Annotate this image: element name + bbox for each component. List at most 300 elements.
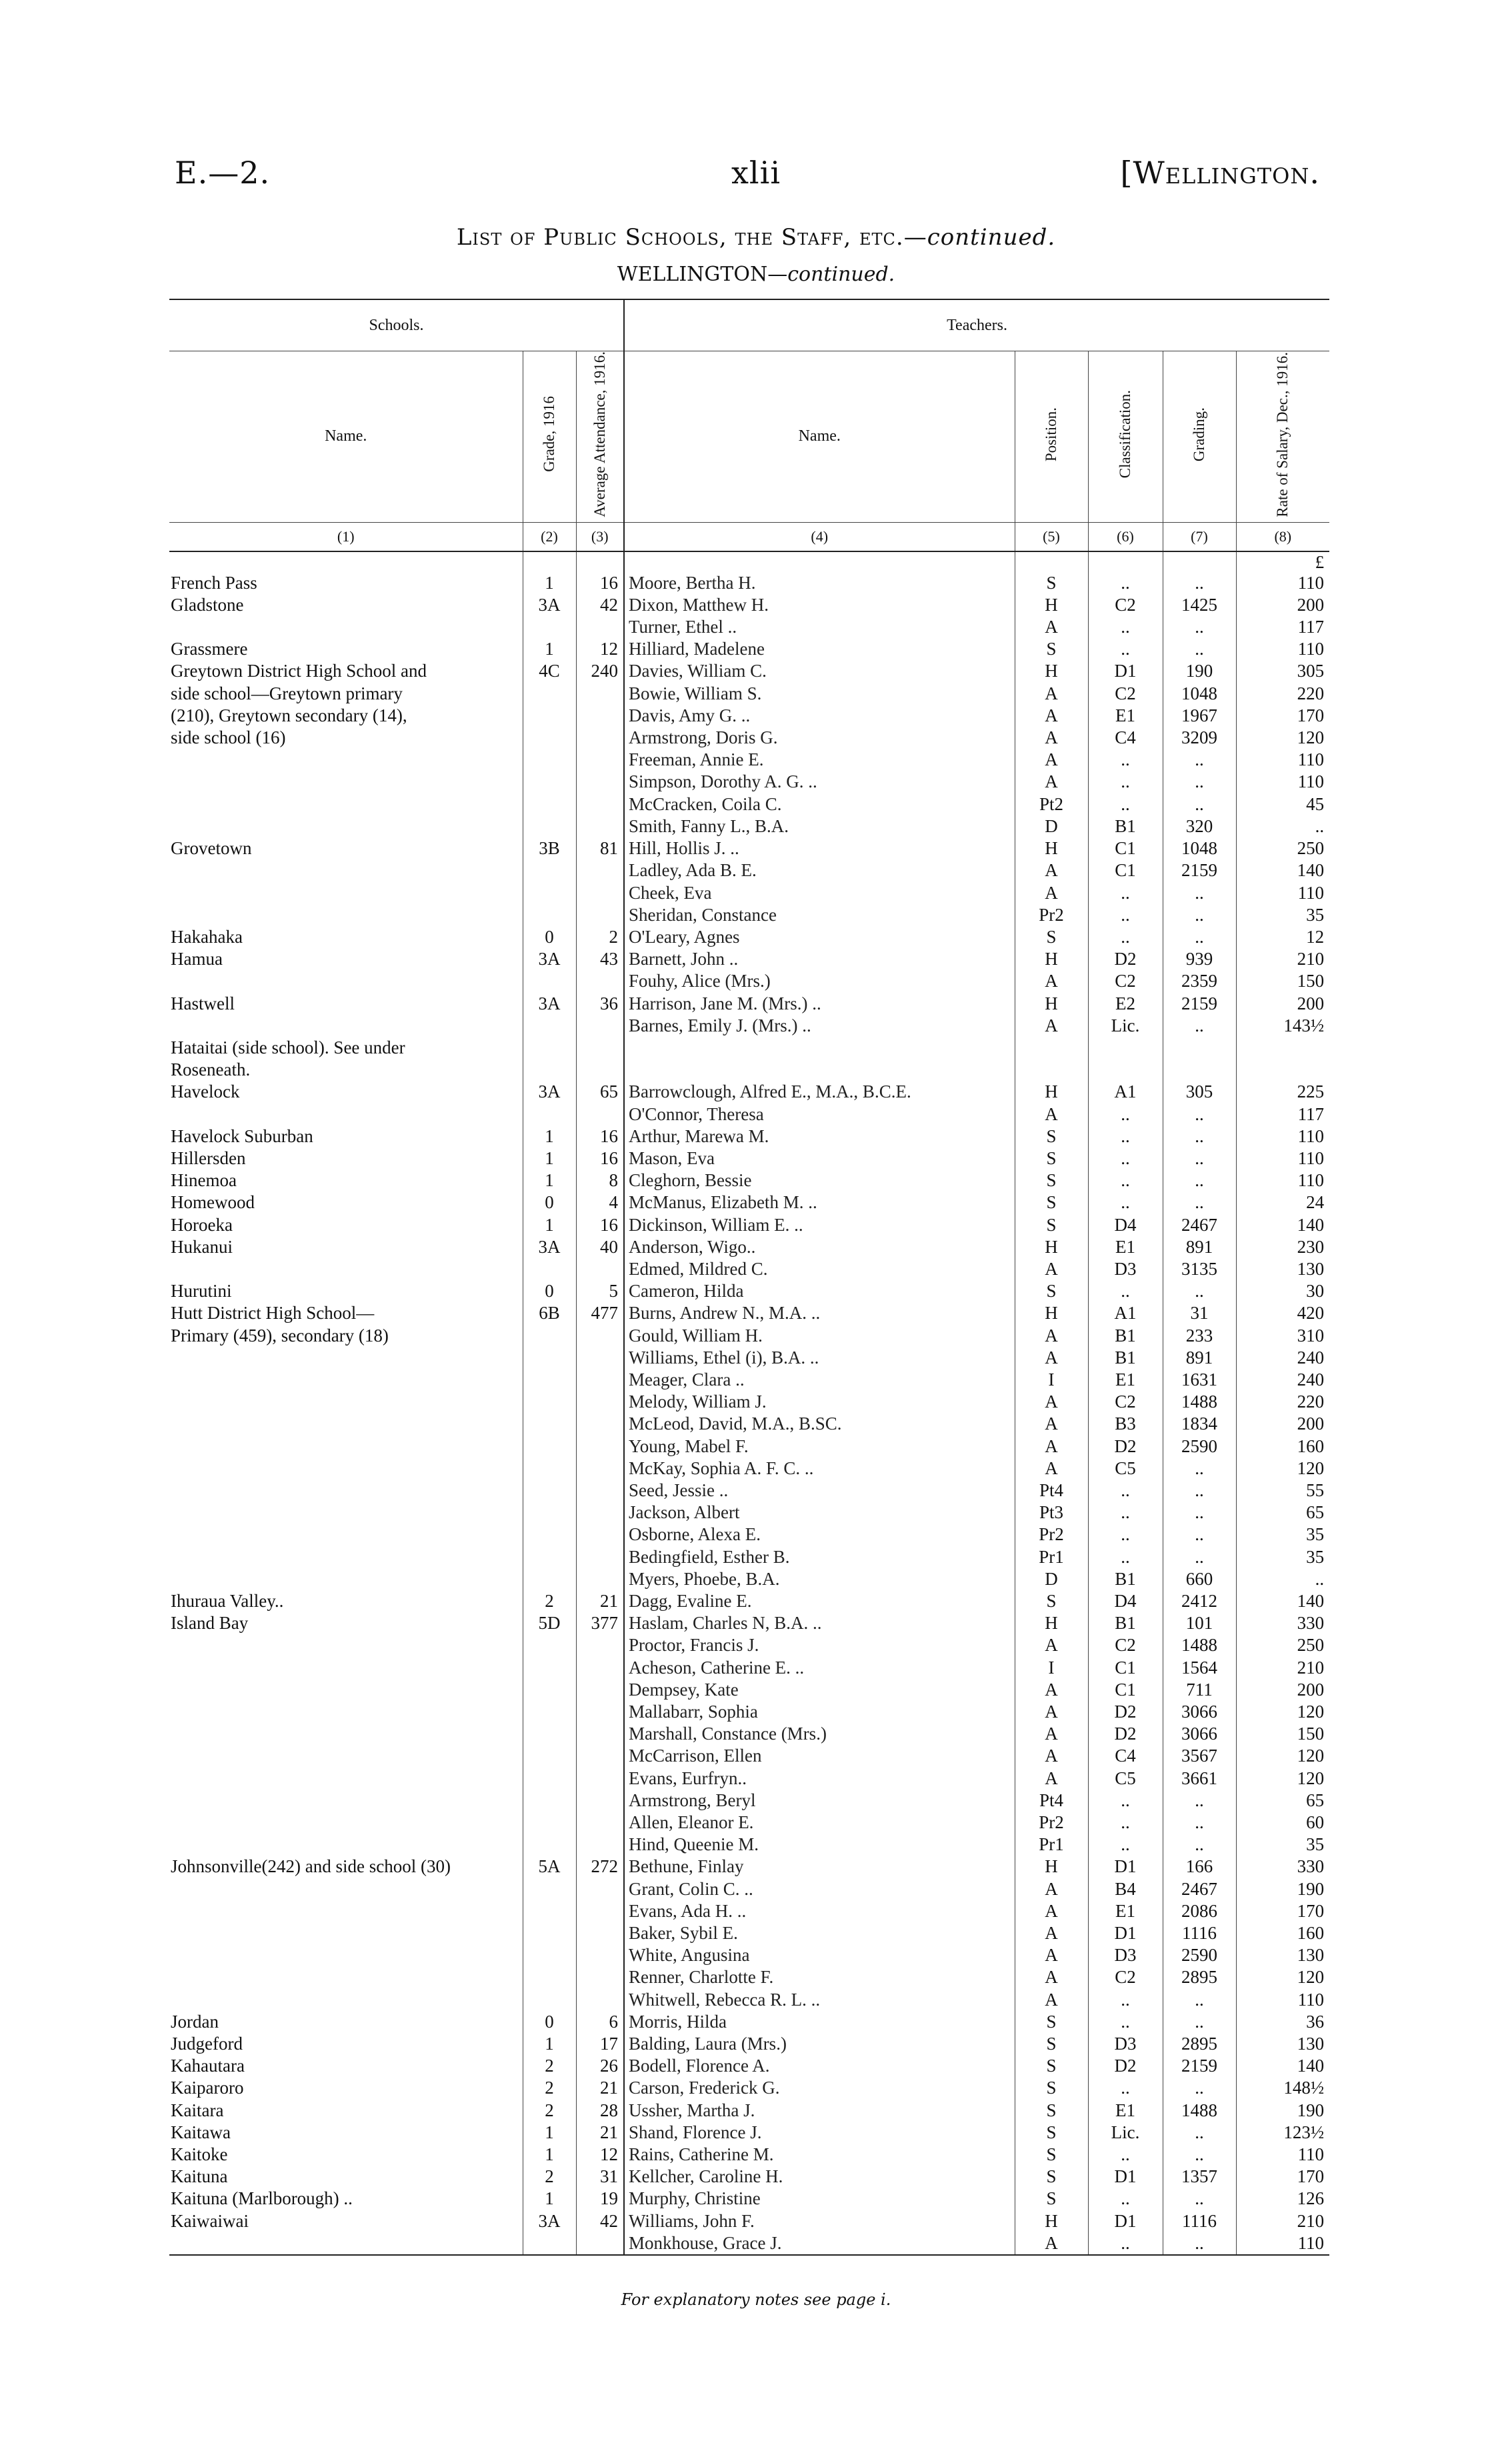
- grading-cell: 1967: [1163, 705, 1236, 727]
- table-row: [169, 660, 1329, 682]
- salary-cell: 330: [1236, 1856, 1329, 1878]
- classification-cell: B1: [1088, 1347, 1163, 1369]
- grade-cell: [523, 859, 576, 881]
- grading-cell: 1488: [1163, 2100, 1236, 2122]
- attendance-cell: 21: [576, 1590, 624, 1612]
- grade-cell: [523, 1369, 576, 1391]
- attendance-cell: [576, 815, 624, 837]
- salary-cell: 200: [1236, 594, 1329, 616]
- school-name-cell: Kaitoke: [171, 2144, 228, 2165]
- grading-cell: 166: [1163, 1856, 1236, 1878]
- table-row: [169, 683, 1329, 705]
- grade-cell: [523, 749, 576, 771]
- school-name-cell: [169, 1413, 523, 1435]
- attendance-cell: 12: [576, 2144, 624, 2166]
- school-name-cell: French Pass: [171, 572, 257, 593]
- salary-cell: 240: [1236, 1369, 1329, 1391]
- classification-cell: ..: [1088, 793, 1163, 815]
- attendance-cell: 477: [576, 1302, 624, 1324]
- school-name-cell: [169, 1944, 523, 1966]
- grading-cell: 2590: [1163, 1944, 1236, 1966]
- teacher-name-cell: Armstrong, Beryl: [629, 1790, 756, 1810]
- school-name-cell: [169, 1546, 523, 1568]
- attendance-cell: [576, 1502, 624, 1524]
- school-name-cell: Hurutini: [171, 1281, 232, 1302]
- attendance-cell: 4: [576, 1191, 624, 1213]
- table-row: [169, 1900, 1329, 1922]
- classification-cell: Lic.: [1088, 2122, 1163, 2144]
- grade-cell: [523, 1922, 576, 1944]
- teacher-name-cell: White, Angusina: [629, 1945, 750, 1966]
- position-cell: A: [1015, 882, 1088, 904]
- school-name-cell: [169, 1258, 523, 1280]
- table-row: [169, 1413, 1329, 1435]
- subtitle-main: WELLINGTON—: [617, 263, 788, 286]
- teacher-name-cell: Grant, Colin C. ..: [629, 1878, 753, 1899]
- school-name-cell: [169, 1524, 523, 1546]
- salary-cell: 310: [1236, 1325, 1329, 1347]
- schools-group-header: Schools.: [169, 299, 624, 351]
- salary-cell: 130: [1236, 1258, 1329, 1280]
- grading-cell: 1631: [1163, 1369, 1236, 1391]
- table-row: [169, 1258, 1329, 1280]
- classification-cell: C2: [1088, 1391, 1163, 1413]
- teacher-name-cell: Bethune, Finlay: [629, 1856, 744, 1877]
- classification-cell: ..: [1088, 1812, 1163, 1834]
- grading-cell: ..: [1163, 1812, 1236, 1834]
- table-row: [169, 1679, 1329, 1701]
- position-header-label: Position.: [1042, 407, 1059, 461]
- teacher-name-cell: Proctor, Francis J.: [629, 1635, 759, 1656]
- classification-cell: [1088, 1037, 1163, 1059]
- salary-cell: 250: [1236, 1634, 1329, 1656]
- salary-cell: 160: [1236, 1922, 1329, 1944]
- position-cell: Pt2: [1015, 793, 1088, 815]
- attendance-cell: 12: [576, 638, 624, 660]
- position-cell: H: [1015, 1236, 1088, 1258]
- grade-cell: [523, 882, 576, 904]
- attendance-cell: 17: [576, 2033, 624, 2055]
- grade-cell: 4C: [523, 660, 576, 682]
- salary-cell: 150: [1236, 1723, 1329, 1745]
- grade-cell: 3A: [523, 1236, 576, 1258]
- grading-cell: 891: [1163, 1236, 1236, 1258]
- school-name-cell: [169, 1568, 523, 1590]
- attendance-cell: [576, 1834, 624, 1856]
- grading-cell: ..: [1163, 1169, 1236, 1191]
- school-name-cell: [169, 1015, 523, 1037]
- classification-cell: ..: [1088, 2232, 1163, 2255]
- table-row: [169, 2210, 1329, 2232]
- classification-cell: ..: [1088, 1280, 1163, 1302]
- attendance-cell: [576, 1922, 624, 1944]
- classification-cell: ..: [1088, 1834, 1163, 1856]
- salary-cell: 110: [1236, 749, 1329, 771]
- attendance-cell: [576, 1745, 624, 1767]
- grading-cell: 1116: [1163, 1922, 1236, 1944]
- teacher-name-cell: Sheridan, Constance: [629, 904, 777, 925]
- table-row: [169, 970, 1329, 992]
- teacher-name-cell: Shand, Florence J.: [629, 2122, 762, 2142]
- classification-cell: B1: [1088, 1568, 1163, 1590]
- position-cell: A: [1015, 1015, 1088, 1037]
- table-row: [169, 1546, 1329, 1568]
- teacher-name-cell: Kellcher, Caroline H.: [629, 2166, 783, 2187]
- school-name-cell: Hinemoa: [171, 1170, 237, 1191]
- attendance-header-label: Average Attendance, 1916.: [591, 351, 608, 517]
- classification-cell: D2: [1088, 2055, 1163, 2077]
- teacher-name-cell: Harrison, Jane M. (Mrs.) ..: [629, 993, 821, 1013]
- teacher-name-cell: Haslam, Charles N, B.A. ..: [629, 1613, 822, 1634]
- grading-cell: ..: [1163, 926, 1236, 948]
- grading-cell: 1425: [1163, 594, 1236, 616]
- grade-cell: [523, 683, 576, 705]
- attendance-cell: [576, 616, 624, 638]
- currency-symbol: £: [1236, 551, 1329, 572]
- school-name-cell: [169, 1834, 523, 1856]
- teacher-name-cell: Meager, Clara ..: [629, 1369, 745, 1390]
- table-row: [169, 1480, 1329, 1502]
- table-row: [169, 2055, 1329, 2077]
- classification-cell: ..: [1088, 1546, 1163, 1568]
- school-name-cell: [169, 1922, 523, 1944]
- grading-cell: 3209: [1163, 727, 1236, 749]
- title-continued: continued.: [927, 224, 1056, 251]
- salary-cell: 110: [1236, 1169, 1329, 1191]
- grading-cell: ..: [1163, 1458, 1236, 1480]
- table-row: [169, 1922, 1329, 1944]
- classification-cell: ..: [1088, 1147, 1163, 1169]
- school-name-cell: Kaiwaiwai: [171, 2210, 249, 2231]
- table-row: [169, 1325, 1329, 1347]
- grading-cell: 101: [1163, 1612, 1236, 1634]
- school-name-cell: [169, 1723, 523, 1745]
- salary-cell: 110: [1236, 882, 1329, 904]
- grade-cell: [523, 1900, 576, 1922]
- salary-cell: 117: [1236, 616, 1329, 638]
- position-cell: I: [1015, 1369, 1088, 1391]
- salary-cell: 140: [1236, 1214, 1329, 1236]
- school-name-cell: [169, 1812, 523, 1834]
- teacher-name-cell: Young, Mabel F.: [629, 1436, 749, 1456]
- teacher-name-cell: Gould, William H.: [629, 1325, 763, 1346]
- classification-cell: B1: [1088, 815, 1163, 837]
- position-cell: A: [1015, 1634, 1088, 1656]
- position-cell: A: [1015, 1701, 1088, 1723]
- position-cell: S: [1015, 2122, 1088, 2144]
- attendance-cell: [576, 683, 624, 705]
- grade-cell: 1: [523, 2188, 576, 2210]
- teacher-name-cell: Mason, Eva: [629, 1147, 715, 1168]
- position-cell: Pt4: [1015, 1480, 1088, 1502]
- position-cell: S: [1015, 2188, 1088, 2210]
- grading-cell: ..: [1163, 1280, 1236, 1302]
- position-cell: H: [1015, 1302, 1088, 1324]
- school-name-cell: [169, 771, 523, 793]
- grade-cell: [523, 1325, 576, 1347]
- school-name-cell: [169, 1347, 523, 1369]
- school-name-cell: [169, 859, 523, 881]
- grade-cell: [523, 1679, 576, 1701]
- classification-cell: [1088, 1059, 1163, 1081]
- position-cell: S: [1015, 2011, 1088, 2033]
- grading-cell: 305: [1163, 1081, 1236, 1103]
- position-cell: H: [1015, 948, 1088, 970]
- classification-cell: ..: [1088, 882, 1163, 904]
- salary-cell: [1236, 1059, 1329, 1081]
- teacher-name-cell: Whitwell, Rebecca R. L. ..: [629, 1989, 821, 2010]
- attendance-cell: 28: [576, 2100, 624, 2122]
- table-row: [169, 1878, 1329, 1900]
- grading-cell: ..: [1163, 1125, 1236, 1147]
- school-name-cell: Hutt District High School—: [171, 1303, 375, 1324]
- attendance-cell: 272: [576, 1856, 624, 1878]
- grade-cell: [523, 1768, 576, 1790]
- grade-cell: [523, 1812, 576, 1834]
- school-name-cell: Jordan: [171, 2011, 219, 2032]
- position-cell: A: [1015, 1413, 1088, 1435]
- grade-cell: [523, 1834, 576, 1856]
- grade-cell: [523, 1701, 576, 1723]
- school-name-cell: Kaituna (Marlborough) ..: [171, 2188, 353, 2209]
- grade-cell: 1: [523, 2144, 576, 2166]
- table-row: [169, 1745, 1329, 1767]
- grade-cell: [523, 1657, 576, 1679]
- table-row: [169, 1369, 1329, 1391]
- salary-cell: 110: [1236, 1147, 1329, 1169]
- grading-cell: ..: [1163, 1015, 1236, 1037]
- school-name-cell: [169, 1502, 523, 1524]
- attendance-cell: 21: [576, 2122, 624, 2144]
- salary-cell: 210: [1236, 1657, 1329, 1679]
- table-row: [169, 1169, 1329, 1191]
- teacher-name-cell: Moore, Bertha H.: [629, 572, 756, 593]
- grade-cell: [523, 1944, 576, 1966]
- teacher-name-cell: Armstrong, Doris G.: [629, 727, 778, 748]
- grade-cell: 2: [523, 1590, 576, 1612]
- grading-cell: ..: [1163, 1191, 1236, 1213]
- salary-cell: 170: [1236, 2166, 1329, 2188]
- school-name-cell: [169, 1480, 523, 1502]
- school-name-cell: Homewood: [171, 1192, 255, 1213]
- table-row: [169, 638, 1329, 660]
- school-name-cell: Judgeford: [171, 2034, 243, 2054]
- salary-cell: 120: [1236, 1745, 1329, 1767]
- grading-cell: 3066: [1163, 1723, 1236, 1745]
- school-name-cell: [169, 970, 523, 992]
- grading-cell: 190: [1163, 660, 1236, 682]
- position-cell: A: [1015, 1458, 1088, 1480]
- grading-cell: 233: [1163, 1325, 1236, 1347]
- salary-cell: 240: [1236, 1347, 1329, 1369]
- salary-cell: 120: [1236, 1701, 1329, 1723]
- school-name-cell: [169, 1745, 523, 1767]
- page-code: E.—2.: [175, 155, 271, 191]
- grading-cell: ..: [1163, 2122, 1236, 2144]
- attendance-cell: [576, 705, 624, 727]
- attendance-cell: [576, 1634, 624, 1656]
- grade-cell: [523, 1103, 576, 1125]
- teacher-name-cell: Osborne, Alexa E.: [629, 1524, 761, 1545]
- classification-cell: A1: [1088, 1302, 1163, 1324]
- grade-cell: 0: [523, 2011, 576, 2033]
- classification-cell: B4: [1088, 1878, 1163, 1900]
- teacher-name-cell: Barnes, Emily J. (Mrs.) ..: [629, 1015, 811, 1035]
- grade-cell: 2: [523, 2100, 576, 2122]
- grade-cell: 3A: [523, 948, 576, 970]
- table-row: [169, 1634, 1329, 1656]
- classification-cell: C1: [1088, 837, 1163, 859]
- position-cell: S: [1015, 2077, 1088, 2099]
- table-row: [169, 1059, 1329, 1081]
- position-cell: A: [1015, 1258, 1088, 1280]
- classification-cell: A1: [1088, 1081, 1163, 1103]
- table-row: [169, 1037, 1329, 1059]
- salary-cell: 55: [1236, 1480, 1329, 1502]
- classification-cell: B3: [1088, 1413, 1163, 1435]
- grade-cell: 5D: [523, 1612, 576, 1634]
- grade-cell: 1: [523, 2033, 576, 2055]
- school-name-cell: [169, 1900, 523, 1922]
- attendance-cell: [576, 1015, 624, 1037]
- classification-cell: ..: [1088, 2077, 1163, 2099]
- salary-cell: 120: [1236, 1458, 1329, 1480]
- table-row: [169, 771, 1329, 793]
- salary-cell: 110: [1236, 771, 1329, 793]
- grading-cell: 711: [1163, 1679, 1236, 1701]
- grading-cell: 2895: [1163, 1966, 1236, 1988]
- salary-cell: 130: [1236, 2033, 1329, 2055]
- salary-cell: 130: [1236, 1944, 1329, 1966]
- table-row: [169, 1856, 1329, 1878]
- school-name-cell: [169, 1369, 523, 1391]
- salary-cell: 110: [1236, 638, 1329, 660]
- position-cell: A: [1015, 2232, 1088, 2255]
- classification-cell: D4: [1088, 1590, 1163, 1612]
- position-cell: Pr1: [1015, 1546, 1088, 1568]
- school-name-cell: [169, 904, 523, 926]
- classification-cell: E1: [1088, 1236, 1163, 1258]
- salary-cell: 170: [1236, 1900, 1329, 1922]
- position-cell: A: [1015, 859, 1088, 881]
- position-cell: A: [1015, 1944, 1088, 1966]
- salary-cell: ..: [1236, 1568, 1329, 1590]
- attendance-cell: [576, 771, 624, 793]
- teacher-name-cell: Arthur, Marewa M.: [629, 1125, 769, 1146]
- attendance-cell: [576, 1768, 624, 1790]
- school-name-cell: [169, 1436, 523, 1458]
- position-cell: A: [1015, 1745, 1088, 1767]
- school-name-cell: [169, 1878, 523, 1900]
- teacher-name-cell: McLeod, David, M.A., B.SC.: [629, 1414, 842, 1434]
- attendance-cell: [576, 1790, 624, 1812]
- classification-cell: C5: [1088, 1768, 1163, 1790]
- position-cell: S: [1015, 572, 1088, 594]
- salary-cell: 220: [1236, 1391, 1329, 1413]
- grade-cell: [523, 793, 576, 815]
- attendance-cell: [576, 1701, 624, 1723]
- school-name-cell: Havelock: [171, 1081, 240, 1102]
- teacher-name-cell: Jackson, Albert: [629, 1502, 740, 1523]
- teacher-name-cell: Ussher, Martha J.: [629, 2100, 755, 2120]
- grade-cell: [523, 1436, 576, 1458]
- salary-cell: 35: [1236, 1546, 1329, 1568]
- salary-cell: 190: [1236, 2100, 1329, 2122]
- salary-cell: 220: [1236, 683, 1329, 705]
- attendance-cell: 377: [576, 1612, 624, 1634]
- grading-cell: 2895: [1163, 2033, 1236, 2055]
- classification-cell: ..: [1088, 904, 1163, 926]
- table-row: [169, 1436, 1329, 1458]
- col-number-8: (8): [1236, 522, 1329, 551]
- teacher-name-cell: Turner, Ethel ..: [629, 617, 737, 637]
- grading-cell: 939: [1163, 948, 1236, 970]
- teacher-name-cell: Evans, Ada H. ..: [629, 1900, 747, 1921]
- teacher-name-cell: Evans, Eurfryn..: [629, 1768, 747, 1788]
- teacher-name-cell: Allen, Eleanor E.: [629, 1812, 754, 1833]
- classification-cell: E1: [1088, 1369, 1163, 1391]
- attendance-cell: [576, 1413, 624, 1435]
- running-head: [Wellington.: [1120, 155, 1320, 191]
- school-name-cell: Hamua: [171, 949, 223, 969]
- grading-cell: 891: [1163, 1347, 1236, 1369]
- attendance-cell: 31: [576, 2166, 624, 2188]
- grading-cell: [1163, 1037, 1236, 1059]
- position-cell: A: [1015, 616, 1088, 638]
- grading-cell: 3135: [1163, 1258, 1236, 1280]
- salary-cell: 170: [1236, 705, 1329, 727]
- col-number-1: (1): [169, 522, 523, 551]
- grade-cell: [523, 727, 576, 749]
- position-cell: Pr2: [1015, 1812, 1088, 1834]
- position-cell: S: [1015, 2144, 1088, 2166]
- classification-cell: C4: [1088, 727, 1163, 749]
- teacher-name-cell: Morris, Hilda: [629, 2011, 727, 2032]
- school-name-cell: [169, 1768, 523, 1790]
- teacher-name-cell: Dempsey, Kate: [629, 1679, 739, 1700]
- position-cell: H: [1015, 2210, 1088, 2232]
- attendance-cell: [576, 1258, 624, 1280]
- attendance-cell: 5: [576, 1280, 624, 1302]
- grading-cell: ..: [1163, 1480, 1236, 1502]
- salary-cell: 35: [1236, 1834, 1329, 1856]
- grade-cell: 1: [523, 1214, 576, 1236]
- attendance-cell: 6: [576, 2011, 624, 2033]
- grade-cell: [523, 1878, 576, 1900]
- table-row: [169, 1768, 1329, 1790]
- school-name-cell: [169, 616, 523, 638]
- position-header: [1015, 351, 1088, 523]
- grading-cell: ..: [1163, 1147, 1236, 1169]
- school-name-cell: Johnsonville(242) and side school (30): [171, 1856, 451, 1877]
- classification-cell: D1: [1088, 1856, 1163, 1878]
- table-row: [169, 2232, 1329, 2255]
- grade-cell: [523, 616, 576, 638]
- attendance-cell: 19: [576, 2188, 624, 2210]
- teacher-name-cell: Edmed, Mildred C.: [629, 1258, 768, 1279]
- salary-cell: 110: [1236, 1125, 1329, 1147]
- teacher-name-cell: Dickinson, William E. ..: [629, 1214, 803, 1235]
- teacher-name-cell: Balding, Laura (Mrs.): [629, 2034, 787, 2054]
- teacher-name-cell: Freeman, Annie E.: [629, 749, 764, 770]
- grading-cell: 2412: [1163, 1590, 1236, 1612]
- teacher-name-cell: Williams, Ethel (i), B.A. ..: [629, 1347, 819, 1368]
- table-row: [169, 1458, 1329, 1480]
- table-row: [169, 1236, 1329, 1258]
- school-name-cell: [169, 749, 523, 771]
- attendance-cell: [576, 1103, 624, 1125]
- school-name-cell: Hakahaka: [171, 926, 243, 947]
